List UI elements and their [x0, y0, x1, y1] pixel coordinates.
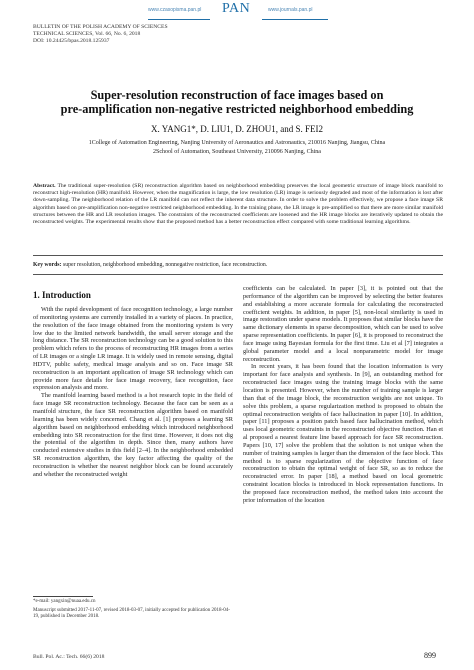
- right-column: [243, 285, 443, 505]
- footer-citation: Bull. Pol. Ac.: Tech. 66(6) 2018: [33, 654, 105, 660]
- page-number: 899: [424, 651, 436, 660]
- affiliation-2: 2School of Automation, Southeast University, 210096 Nanjing, China: [153, 149, 321, 155]
- affiliation-1: 1College of Automation Engineering, Nanjing University of Aeronautics and Astronautics, 210016 Nanjing, Jiangsu, China: [88, 140, 386, 146]
- paragraph: coefficients can be calculated. In paper [3], it is pointed out that the performance of the algorithm can be improved by selecting the better features and establishing a more accurate formula for calculating the reconstructed coefficient weights. In addition, in paper [5], non-local similarity is used in image restoration under sparse models. It proposes that similar blocks have the same dictionary elements in sparse decomposition, which can be used to solve sparse representation coefficients. In paper [6], it is proposed to reconstruct the face image using Bayesian formula for the first time. Liu et al [7] integrates a global parameter model and a local nonparametric model for image reconstruction.: [243, 285, 443, 363]
- journal-name: BULLETIN OF THE POLISH ACADEMY OF SCIENCES: [33, 24, 168, 30]
- right-journal-link[interactable]: www.journals.pan.pl: [268, 7, 313, 13]
- footnote-dates: Manuscript submitted 2017-11-07, revised 2018-03-07, initially accepted for publication 2018-04-19, published in December 2018.: [33, 608, 230, 620]
- paper-title: [30, 88, 444, 116]
- pan-logo: PAN: [222, 1, 251, 16]
- header-rule-right: [262, 19, 328, 20]
- left-journal-link[interactable]: www.czasopisma.pan.pl: [148, 7, 202, 13]
- section-title: 1. Introduction: [33, 290, 91, 300]
- journal-info: [33, 24, 168, 45]
- left-column: [33, 306, 233, 479]
- abstract: [33, 183, 443, 226]
- abstract-label: Abstract.: [33, 183, 56, 189]
- keywords-text: super resolution, neighborhood embedding, nonnegative restriction, face reconstruction.: [62, 262, 268, 268]
- title-line: pre-amplification non-negative restricted neighborhood embedding: [60, 102, 414, 116]
- journal-volume: TECHNICAL SCIENCES, Vol. 66, No. 6, 2018: [33, 31, 141, 37]
- paragraph: In recent years, it has been found that the location information is very important for face analysis and synthesis. In [9], an outstanding method for reconstructed face images using the training image blocks with the same location is presented. However, when the number of training sample is larger than that of the image block, the reconstruction weights are not unique. To solve this problem, a sparse regularization method is proposed to obtain the optimal reconstruction weights of face hallucination in paper [10]. In addition, paper [11] proposes a position patch based face hallucination method, which uses local geometric constraints in the reconstructed objective function. Han et al proposed a nearest feature line based approach for face SR reconstruction. Papers [10, 17] solve the problem that the solution is not unique when the number of training samples is larger than the dimension of the face block. This method is to sparse regularization of the objective function of face reconstruction to obtain the optimal weight of face SR, so as to reduce the reconstructed error. In paper [18], a method based on local geometric constraint location blocks is introduced in block representation functions. In the proposed face reconstruction method, the method takes into account the prior information of the location: [243, 363, 443, 504]
- keywords: [33, 262, 443, 268]
- footnote-rule: [33, 596, 93, 597]
- footnote-email: *e-mail: yangxin@nuaa.edu.cn: [33, 599, 96, 604]
- paragraph: The manifold learning based method is a hot research topic in the field of face image SR reconstruction technology. Because the face can be seen as a manifold structure, the face SR reconstruction algorithm based on manifold learning has been widely concerned. Chang et al. [1] proposes a learning SR algorithm based on neighborhood embedding which introduced neighborhood embedding into SR reconstruction for the first time. However, it does not dig the potential of the algorithm in depth. Since then, many authors have conducted extensive studies in this field [2–4]. In the neighborhood embedded SR reconstruction algorithm, the key factor affecting the quality of the reconstruction is whether the nearest neighbor block can be found accurately and whether the reconstructed weight: [33, 392, 233, 478]
- abstract-text: The traditional super-resolution (SR) reconstruction algorithm based on neighborhood embedding preserves the local geometric structure of image block manifold to reconstruct high-resolution (HR) manifold. However, when the magnification is large, the low resolution (LR) image is seriously degraded and most of the information is lost after down-sampling. The neighborhood relation of the LR manifold can not reflect the inherent data structure. In order to solve the problem effectively, we propose a face image SR algorithm based on pre-amplification non-negative restricted neighborhood embedding. In the training phase, the LR image is pre-amplified so that there are more similar manifold structures between the HR and LR resolution images. The constraints of the reconstructed coefficients are loosened and the HR image blocks are iteratively updated to obtain the reconstructed weights. The experimental results show that the proposed method has a better reconstruction effect compared with some traditional learning algorithms.: [33, 183, 443, 226]
- keywords-label: Key words:: [33, 262, 62, 268]
- journal-doi: DOI: 10.24425/bpas.2018.125937: [33, 38, 110, 44]
- authors: X. YANG1*, D. LIU1, D. ZHOU1, and S. FEI2: [151, 124, 323, 134]
- title-line: Super-resolution reconstruction of face images based on: [90, 88, 384, 102]
- paragraph: With the rapid development of face recognition technology, a large number of monitoring systems are currently installed in a variety of places. In practice, the resolution of the face image obtained from the monitoring system is very low due to the limited network bandwidth, the small server storage and the long distance. The SR reconstruction technology can be a good solution to this problem which refers to the process of reconstructing HR images from a series of LR images or a single LR image. It is widely used in remote sensing, digital HDTV, public safety, medical image analysis and so on. Face image SR reconstruction is an important application of image SR technology which can provide more face details for face image recovery, face recognition, face expression analysis and more.: [33, 306, 233, 392]
- header-rule-left: [148, 19, 210, 20]
- affiliations: [30, 139, 444, 157]
- divider: [33, 255, 443, 256]
- divider: [33, 274, 443, 275]
